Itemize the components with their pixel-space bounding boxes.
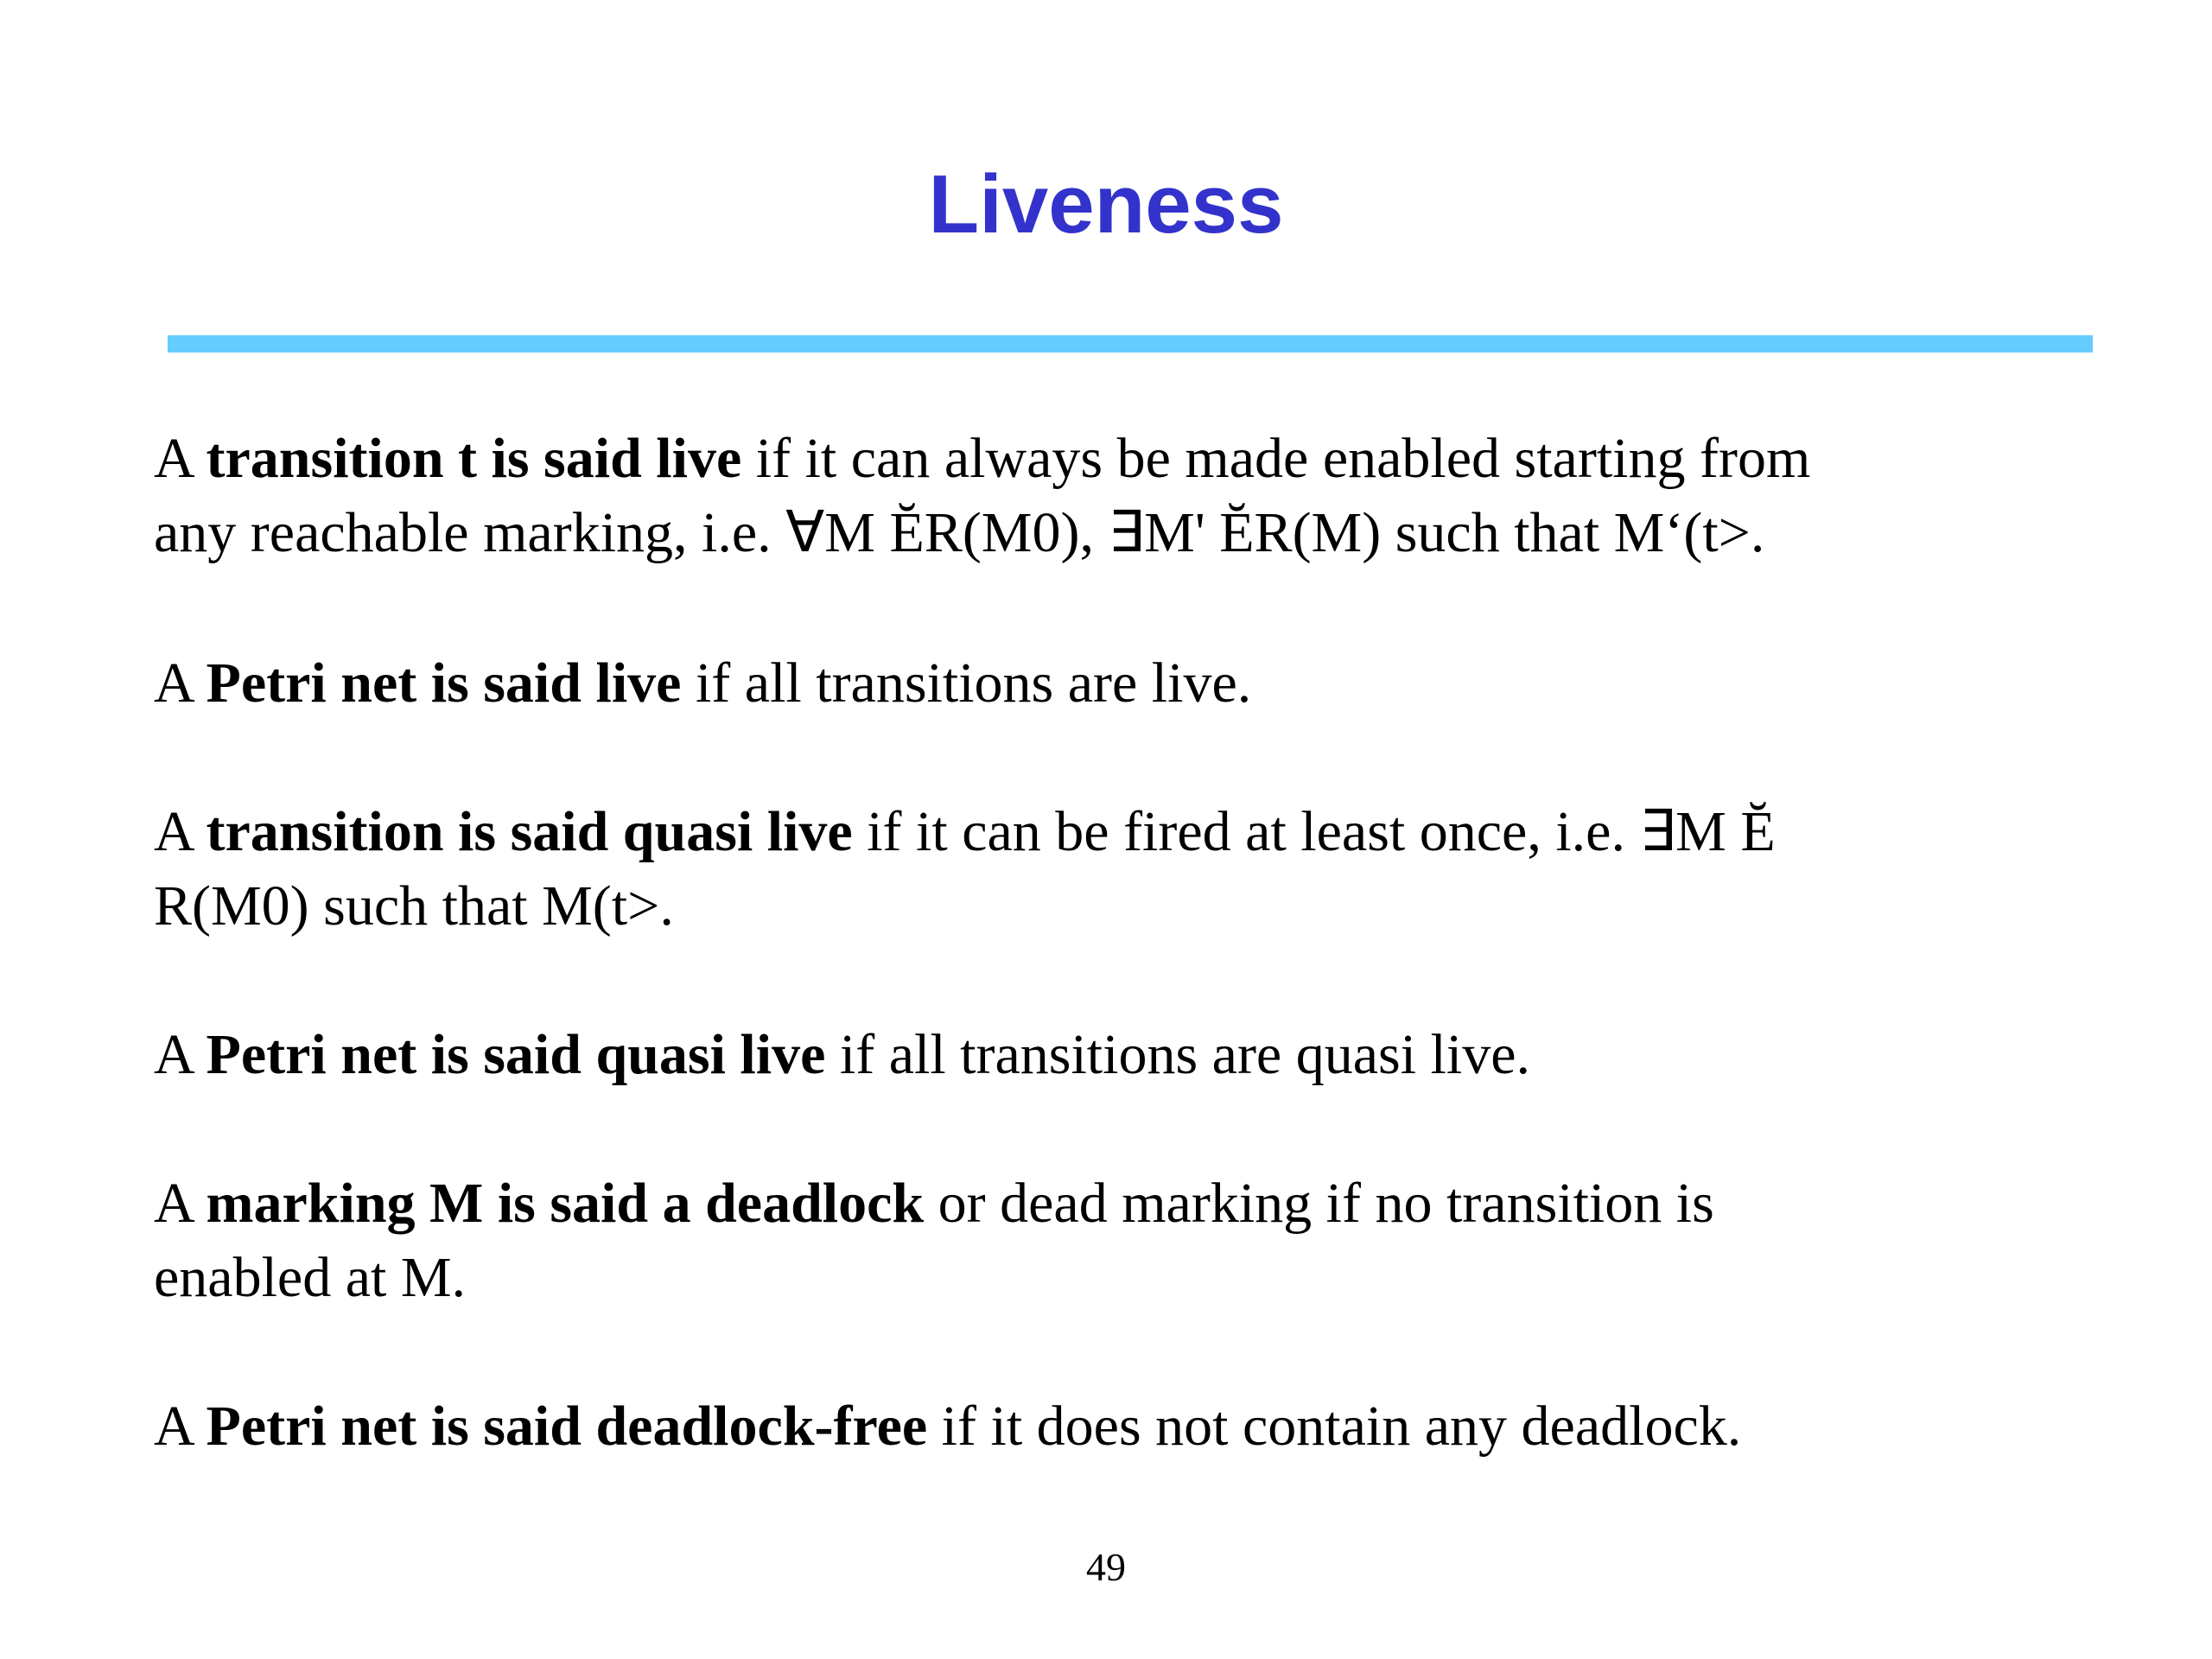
definition-prefix: A <box>154 1395 207 1458</box>
definition-transition-live <box>154 422 1810 570</box>
definition-formula: R(M0) such that M(t>. <box>154 874 674 938</box>
definition-text: if it can be fired at least once, i.e. ∃M Ĕ <box>852 800 1776 863</box>
definition-deadlock <box>154 1166 1714 1315</box>
definition-term: marking M is said a deadlock <box>206 1172 925 1235</box>
slide-title: Liveness <box>928 158 1284 251</box>
definition-prefix: A <box>154 1172 207 1235</box>
definition-petri-net-quasi-live <box>154 1018 1530 1092</box>
definition-continuation: enabled at M. <box>154 1246 467 1309</box>
definition-prefix: A <box>154 800 207 863</box>
definition-prefix: A <box>154 427 207 490</box>
definition-prefix: A <box>154 1023 207 1086</box>
definition-term: Petri net is said quasi live <box>206 1023 826 1086</box>
definition-petri-net-live <box>154 646 1251 721</box>
definition-term: Petri net is said live <box>206 652 682 715</box>
page-number: 49 <box>1086 1545 1126 1589</box>
definition-term: transition is said quasi live <box>206 800 853 863</box>
definition-text: if all transitions are live. <box>681 652 1252 715</box>
definition-text: if all transitions are quasi live. <box>825 1023 1531 1086</box>
definition-prefix: A <box>154 652 207 715</box>
definition-text: or dead marking if no transition is <box>924 1172 1714 1235</box>
definition-term: transition t is said live <box>206 427 742 490</box>
definition-deadlock-free <box>154 1389 1741 1464</box>
definition-transition-quasi-live <box>154 795 1776 944</box>
title-divider <box>168 335 2093 353</box>
definition-term: Petri net is said deadlock-free <box>206 1395 928 1458</box>
definition-text: if it can always be made enabled starting from <box>741 427 1811 490</box>
definition-formula: any reachable marking, i.e. ∀M ĔR(M0), ∃M' ĔR(M) such that M‘(t>. <box>154 501 1765 564</box>
definition-text: if it does not contain any deadlock. <box>927 1395 1742 1458</box>
